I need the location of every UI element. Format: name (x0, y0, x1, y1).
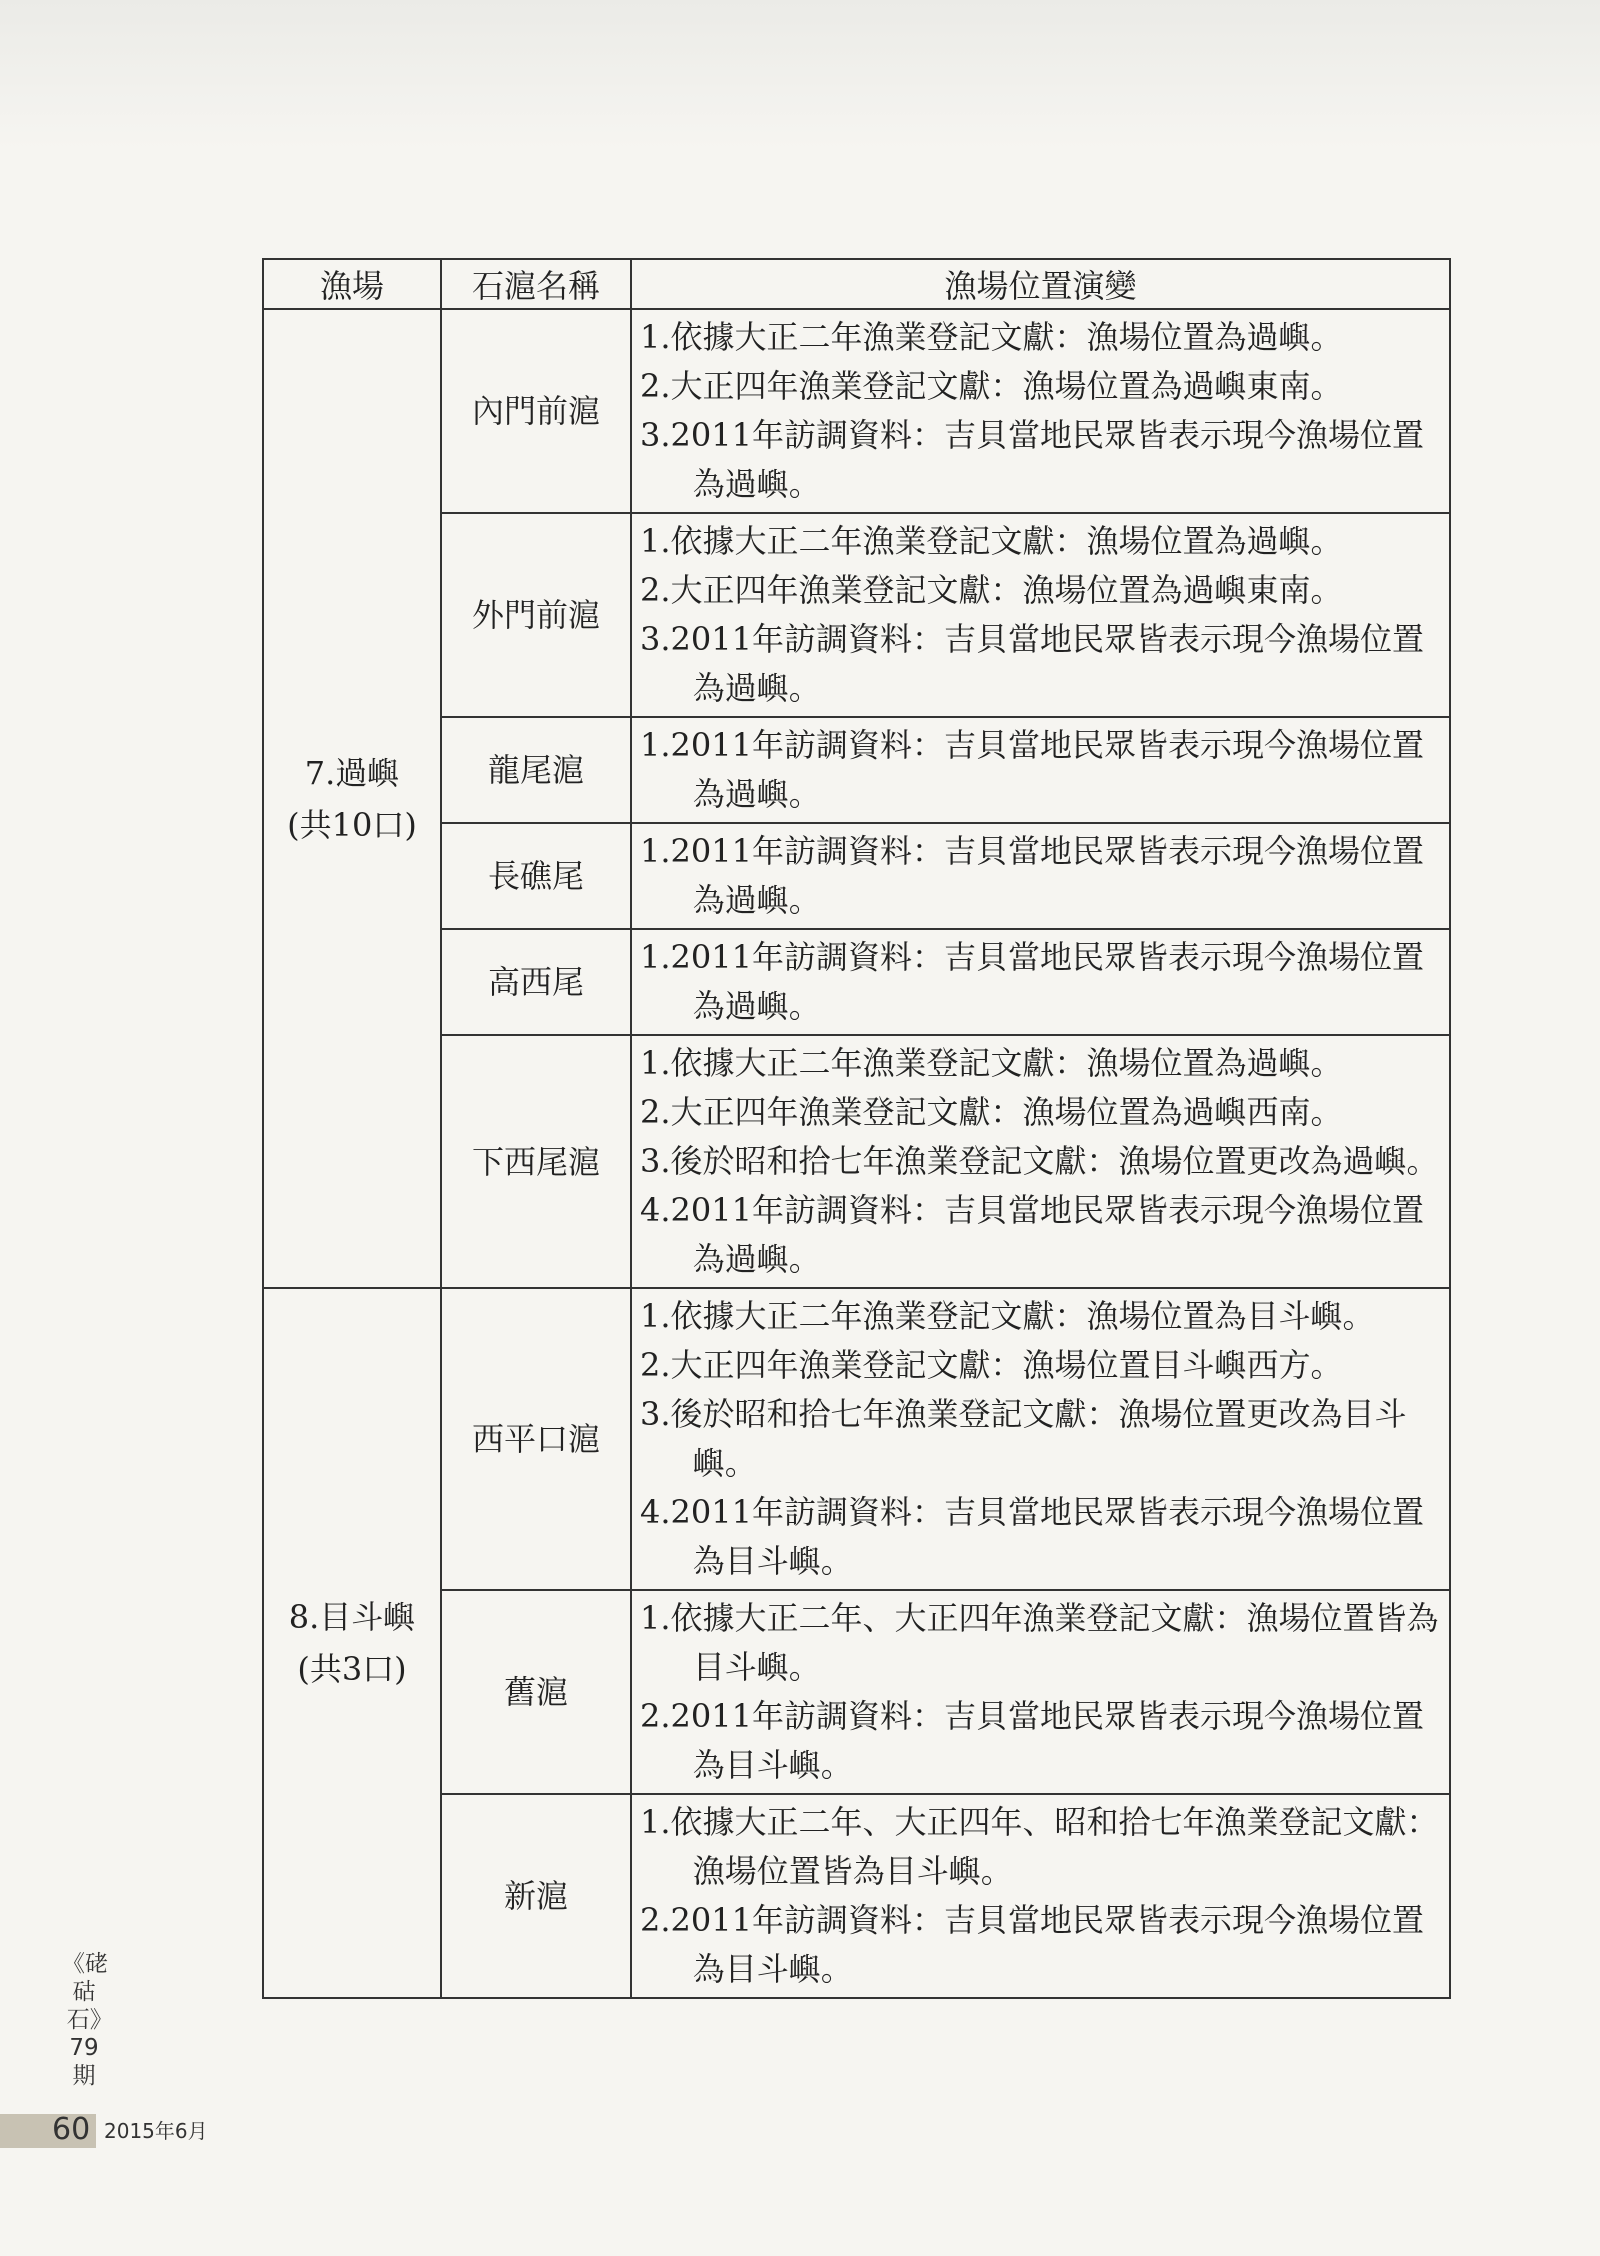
table-row (263, 1794, 1450, 1998)
table-header-row (263, 259, 1450, 309)
evolution-note: 2.2011年訪調資料：吉貝當地民眾皆表示現今漁場位置為目斗嶼。 (640, 1901, 1424, 1988)
evolution-note: 1.依據大正二年漁業登記文獻：漁場位置為目斗嶼。 (640, 1297, 1375, 1335)
header-location-evolution: 漁場位置演變 (631, 259, 1450, 309)
weir-name: 外門前滬 (441, 513, 631, 717)
location-evolution-cell (631, 717, 1450, 823)
weir-name: 下西尾滬 (441, 1035, 631, 1288)
header-weir-name: 石滬名稱 (441, 259, 631, 309)
evolution-note: 2.大正四年漁業登記文獻：漁場位置為過嶼東南。 (640, 367, 1343, 405)
table-row (263, 1035, 1450, 1288)
evolution-note: 3.2011年訪調資料：吉貝當地民眾皆表示現今漁場位置為過嶼。 (640, 416, 1424, 503)
location-evolution-cell (631, 1590, 1450, 1794)
evolution-note: 1.2011年訪調資料：吉貝當地民眾皆表示現今漁場位置為過嶼。 (640, 726, 1424, 813)
location-evolution-cell (631, 1035, 1450, 1288)
table-row (263, 823, 1450, 929)
table-row (263, 1590, 1450, 1794)
weir-name: 長礁尾 (441, 823, 631, 929)
weir-count: (共3口) (297, 1650, 407, 1688)
evolution-note: 2.大正四年漁業登記文獻：漁場位置目斗嶼西方。 (640, 1346, 1343, 1384)
table-row (263, 1288, 1450, 1590)
table-body (263, 309, 1450, 1998)
page-number: 60 (52, 2112, 91, 2147)
location-evolution-cell (631, 1288, 1450, 1590)
location-evolution-cell (631, 513, 1450, 717)
evolution-note: 2.2011年訪調資料：吉貝當地民眾皆表示現今漁場位置為目斗嶼。 (640, 1697, 1424, 1784)
table-row (263, 717, 1450, 823)
weir-name: 新滬 (441, 1794, 631, 1998)
location-evolution-cell (631, 823, 1450, 929)
journal-title: 《硓𥑮石》79期 (62, 1951, 108, 2089)
evolution-note: 1.依據大正二年漁業登記文獻：漁場位置為過嶼。 (640, 1044, 1343, 1082)
evolution-note: 1.依據大正二年漁業登記文獻：漁場位置為過嶼。 (640, 318, 1343, 356)
table-row (263, 929, 1450, 1035)
evolution-note: 1.2011年訪調資料：吉貝當地民眾皆表示現今漁場位置為過嶼。 (640, 832, 1424, 919)
evolution-note: 1.依據大正二年、大正四年、昭和拾七年漁業登記文獻：漁場位置皆為目斗嶼。 (640, 1803, 1439, 1890)
issue-date: 2015年6月 (104, 2119, 208, 2143)
evolution-note: 3.後於昭和拾七年漁業登記文獻：漁場位置更改為過嶼。 (640, 1142, 1439, 1180)
page-background (0, 0, 1600, 150)
evolution-note: 1.2011年訪調資料：吉貝當地民眾皆表示現今漁場位置為過嶼。 (640, 938, 1424, 1025)
evolution-note: 2.大正四年漁業登記文獻：漁場位置為過嶼西南。 (640, 1093, 1343, 1131)
location-evolution-cell (631, 929, 1450, 1035)
evolution-note: 1.依據大正二年、大正四年漁業登記文獻：漁場位置皆為目斗嶼。 (640, 1599, 1439, 1686)
weir-count: (共10口) (287, 805, 417, 844)
evolution-note: 4.2011年訪調資料：吉貝當地民眾皆表示現今漁場位置為目斗嶼。 (640, 1493, 1424, 1580)
location-evolution-cell (631, 1794, 1450, 1998)
weir-name: 龍尾滬 (441, 717, 631, 823)
weir-name: 舊滬 (441, 1590, 631, 1794)
table-row (263, 513, 1450, 717)
location-evolution-cell (631, 309, 1450, 513)
evolution-note: 3.後於昭和拾七年漁業登記文獻：漁場位置更改為目斗嶼。 (640, 1395, 1407, 1482)
fishing-ground-cell (263, 1288, 441, 1998)
fishing-ground-name: 7.過嶼 (304, 753, 400, 792)
evolution-note: 2.大正四年漁業登記文獻：漁場位置為過嶼東南。 (640, 571, 1343, 609)
evolution-note: 4.2011年訪調資料：吉貝當地民眾皆表示現今漁場位置為過嶼。 (640, 1191, 1424, 1278)
fishing-ground-cell (263, 309, 441, 1288)
fishing-ground-name: 8.目斗嶼 (288, 1598, 416, 1636)
weir-name: 高西尾 (441, 929, 631, 1035)
fishing-grounds-table (262, 258, 1451, 1999)
evolution-note: 1.依據大正二年漁業登記文獻：漁場位置為過嶼。 (640, 522, 1343, 560)
header-fishing-ground: 漁場 (263, 259, 441, 309)
weir-name: 西平口滬 (441, 1288, 631, 1590)
table-row (263, 309, 1450, 513)
weir-name: 內門前滬 (441, 309, 631, 513)
evolution-note: 3.2011年訪調資料：吉貝當地民眾皆表示現今漁場位置為過嶼。 (640, 620, 1424, 707)
